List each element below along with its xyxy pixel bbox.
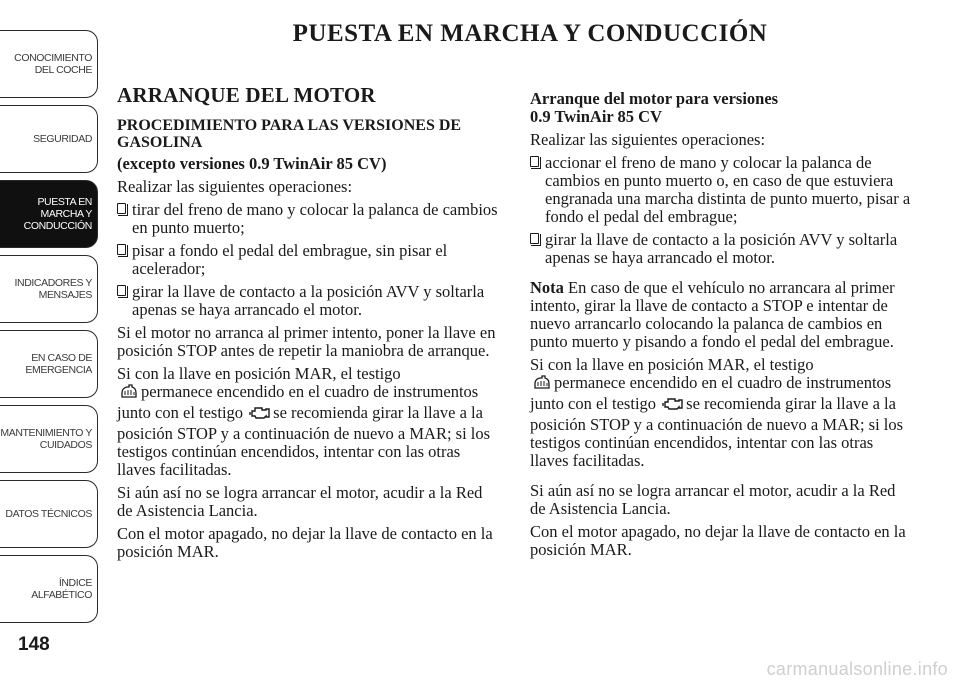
paragraph: Si el motor no arranca al primer intento, poner la llave en posición STOP antes de repetir la maniobra de arranque. <box>117 323 496 360</box>
list-item-text: tirar del freno de mano y colocar la palanca de cambios en punto muerto; <box>132 200 498 237</box>
note-paragraph <box>530 279 915 351</box>
paragraph: Con el motor apagado, no dejar la llave de contacto en la posición MAR. <box>530 522 906 559</box>
paragraph: Si aún así no se logra arrancar el motor, acudir a la Red de Asistencia Lancia. <box>530 481 896 518</box>
tab-en-caso-de-emergencia[interactable]: EN CASO DE EMERGENCIA <box>0 330 98 398</box>
list-item <box>530 231 915 267</box>
note-text: En caso de que el vehículo no arrancara al primer intento, girar la llave de contacto a STOP e intentar de nuevo arrancarlo colocando la palanca de cambios en punto muerto y pisando a fondo el pedal del embrague. <box>530 278 895 351</box>
paragraph-text: permanece encendido en el cuadro de instrumentos junto con el testigo <box>530 373 892 413</box>
checkbox-bullet-icon <box>117 203 130 214</box>
intro-text: Realizar las siguientes operaciones: <box>530 130 766 149</box>
list-item-text: girar la llave de contacto a la posición AVV y soltarla apenas se haya arrancado el motor. <box>132 282 485 319</box>
list-item <box>117 283 502 319</box>
left-column <box>117 83 502 566</box>
procedure-heading: PROCEDIMIENTO PARA LAS VERSIONES DE GASOLINA <box>117 117 462 151</box>
paragraph-text: se recomienda girar la llave a la posición STOP y a continuación de nuevo a MAR; si los testigos continúan encendidos, intentar con las otras llaves facilitadas. <box>530 394 904 470</box>
checkbox-bullet-icon <box>117 244 130 255</box>
procedure-subheading: (excepto versiones 0.9 TwinAir 85 CV) <box>117 154 387 173</box>
list-item-text: accionar el freno de mano y colocar la palanca de cambios en punto muerto o, en caso de que estuviera engranada una marcha distinta de punto muerto, pisar a fondo el pedal del embrague; <box>545 153 911 226</box>
engine-check-icon <box>662 396 684 416</box>
page-number: 148 <box>18 634 50 655</box>
tab-datos-tecnicos[interactable]: DATOS TÉCNICOS <box>0 480 98 548</box>
tab-indicadores-y-mensajes[interactable]: INDICADORES Y MENSAJES <box>0 255 98 323</box>
tab-puesta-en-marcha[interactable]: PUESTA EN MARCHA Y CONDUCCIÓN <box>0 180 98 248</box>
list-item <box>117 242 502 278</box>
preheating-warning-icon <box>119 384 139 404</box>
tab-mantenimiento-y-cuidados[interactable]: MANTENIMIENTO Y CUIDADOS <box>0 405 98 473</box>
note-label: Nota <box>530 278 564 297</box>
list-item <box>530 154 915 226</box>
preheating-warning-icon <box>532 375 552 395</box>
paragraph-warning-lights <box>117 365 502 479</box>
section-heading: ARRANQUE DEL MOTOR <box>117 83 376 107</box>
intro-text: Realizar las siguientes operaciones: <box>117 177 353 196</box>
list-item <box>117 201 502 237</box>
list-item-text: pisar a fondo el pedal del embrague, sin pisar el acelerador; <box>132 241 448 278</box>
engine-check-icon <box>249 405 271 425</box>
paragraph: Si aún así no se logra arrancar el motor, acudir a la Red de Asistencia Lancia. <box>117 483 483 520</box>
tab-indice-alfabetico[interactable]: ÍNDICE ALFABÉTICO <box>0 555 98 623</box>
checkbox-bullet-icon <box>530 233 543 244</box>
tab-conocimiento-del-coche[interactable]: CONOCIMIENTO DEL COCHE <box>0 30 98 98</box>
watermark-url: carmanualsonline.info <box>766 659 948 679</box>
tab-seguridad[interactable]: SEGURIDAD <box>0 105 98 173</box>
paragraph-text: permanece encendido en el cuadro de instrumentos junto con el testigo <box>117 382 479 422</box>
page-title: PUESTA EN MARCHA Y CONDUCCIÓN <box>292 20 768 47</box>
paragraph-text: Si con la llave en posición MAR, el testigo <box>530 355 814 374</box>
paragraph: Con el motor apagado, no dejar la llave de contacto en la posición MAR. <box>117 524 493 561</box>
checkbox-bullet-icon <box>117 285 130 296</box>
twinair-heading: Arranque del motor para versiones <box>530 89 779 108</box>
twinair-heading-line-2: 0.9 TwinAir 85 CV <box>530 107 663 126</box>
paragraph-text: se recomienda girar la llave a la posición STOP y a continuación de nuevo a MAR; si los testigos continúan encendidos, intentar con las otras llaves facilitadas. <box>117 403 491 479</box>
checkbox-bullet-icon <box>530 156 543 167</box>
paragraph-text: Si con la llave en posición MAR, el testigo <box>117 364 401 383</box>
paragraph-warning-lights <box>530 356 915 470</box>
list-item-text: girar la llave de contacto a la posición AVV y soltarla apenas se haya arrancado el motor. <box>545 230 898 267</box>
right-column <box>530 90 915 564</box>
